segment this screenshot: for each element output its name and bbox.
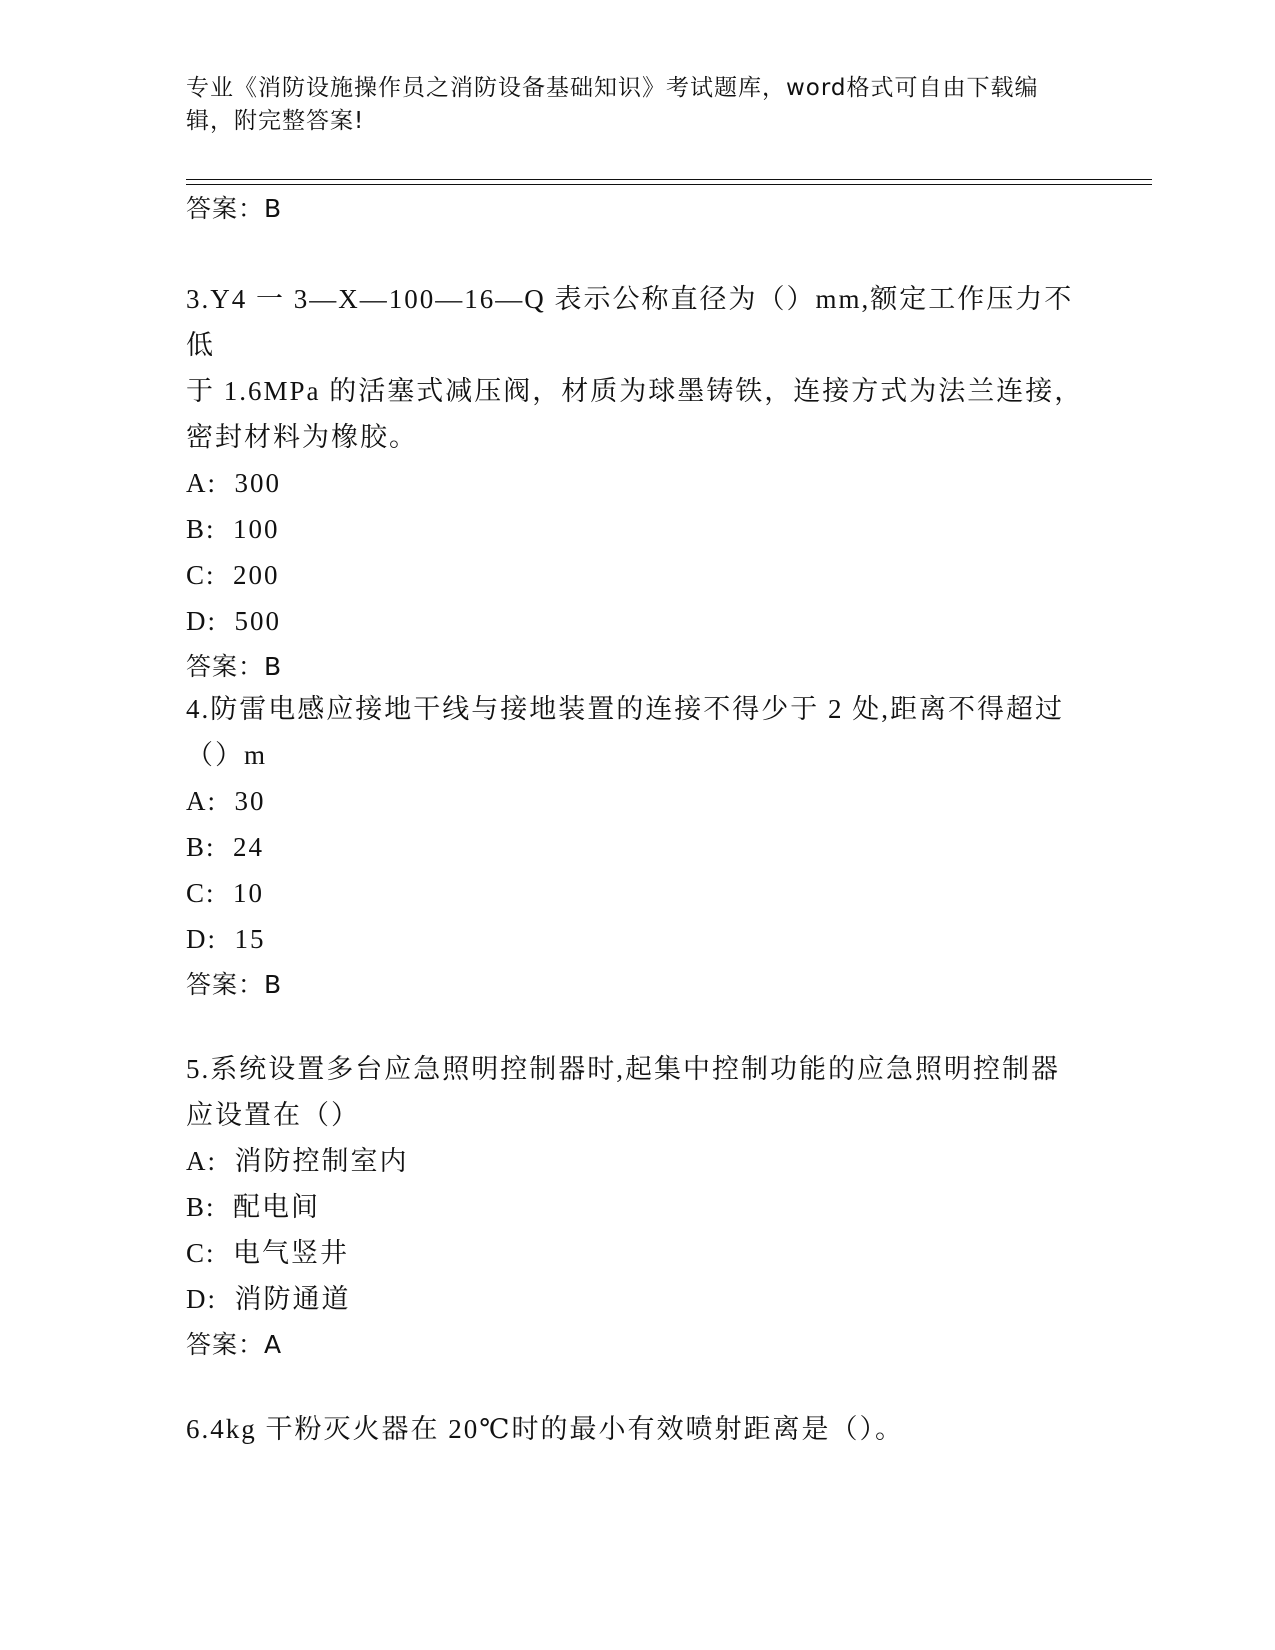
answer-value: B [264, 970, 283, 999]
question-4 [186, 686, 1086, 1008]
option-value: 500 [234, 606, 281, 636]
option-key: C: [186, 878, 216, 908]
option-key: D: [186, 924, 217, 954]
question-stem-line: 3.Y4 一 3—X—100—16—Q 表示公称直径为（）mm,额定工作压力不低 [186, 284, 1074, 360]
header-line-1: 专业《消防设施操作员之消防设备基础知识》考试题库，word格式可自由下载编 [186, 75, 1039, 101]
option-key: D: [186, 606, 217, 636]
option-b [186, 506, 1086, 552]
question-stem-line: 4.防雷电感应接地干线与接地装置的连接不得少于 2 处,距离不得超过 [186, 694, 1064, 724]
question-stem-line: 6.4kg 干粉灭火器在 20℃时的最小有效喷射距离是（）。 [186, 1414, 904, 1444]
question-3 [186, 276, 1086, 690]
answer-value: B [264, 194, 283, 223]
answer-line [186, 1322, 1086, 1368]
option-d [186, 598, 1086, 644]
option-value: 电气竖井 [233, 1238, 350, 1268]
option-value: 100 [233, 514, 280, 544]
header-line-2: 辑，附完整答案! [186, 108, 365, 134]
answer-line [186, 186, 1086, 232]
answer-label: 答案： [186, 970, 265, 999]
previous-answer-block [186, 186, 1086, 232]
option-value: 24 [233, 832, 265, 862]
header-divider-top [186, 179, 1152, 180]
option-key: B: [186, 832, 216, 862]
question-6 [186, 1406, 1086, 1452]
option-key: C: [186, 1238, 216, 1268]
option-value: 消防通道 [234, 1284, 351, 1314]
answer-line [186, 644, 1086, 690]
option-key: A: [186, 786, 217, 816]
option-value: 15 [234, 924, 266, 954]
option-d [186, 916, 1086, 962]
option-d [186, 1276, 1086, 1322]
option-value: 配电间 [233, 1192, 321, 1222]
answer-label: 答案： [186, 652, 265, 681]
option-c [186, 1230, 1086, 1276]
option-a [186, 1138, 1086, 1184]
option-a [186, 778, 1086, 824]
header-divider-bottom [186, 184, 1152, 185]
answer-label: 答案： [186, 194, 265, 223]
option-key: D: [186, 1284, 217, 1314]
answer-label: 答案： [186, 1330, 265, 1359]
option-b [186, 824, 1086, 870]
option-b [186, 1184, 1086, 1230]
question-5 [186, 1046, 1086, 1368]
option-key: B: [186, 514, 216, 544]
answer-line [186, 962, 1086, 1008]
option-a [186, 460, 1086, 506]
option-key: B: [186, 1192, 216, 1222]
document-header [186, 72, 1066, 138]
option-value: 10 [233, 878, 265, 908]
answer-value: A [264, 1330, 283, 1359]
option-c [186, 870, 1086, 916]
option-c [186, 552, 1086, 598]
option-key: A: [186, 1146, 217, 1176]
question-stem-line: 应设置在（） [186, 1100, 360, 1130]
option-value: 200 [233, 560, 280, 590]
question-stem-line: 密封材料为橡胶。 [186, 422, 418, 452]
question-stem-line: 5.系统设置多台应急照明控制器时,起集中控制功能的应急照明控制器 [186, 1054, 1060, 1084]
option-value: 300 [234, 468, 281, 498]
option-key: C: [186, 560, 216, 590]
answer-value: B [264, 652, 283, 681]
question-stem-line: （）m [186, 740, 268, 770]
question-stem-line: 于 1.6MPa 的活塞式减压阀，材质为球墨铸铁，连接方式为法兰连接， [186, 376, 1084, 406]
option-value: 消防控制室内 [234, 1146, 409, 1176]
option-key: A: [186, 468, 217, 498]
option-value: 30 [234, 786, 266, 816]
